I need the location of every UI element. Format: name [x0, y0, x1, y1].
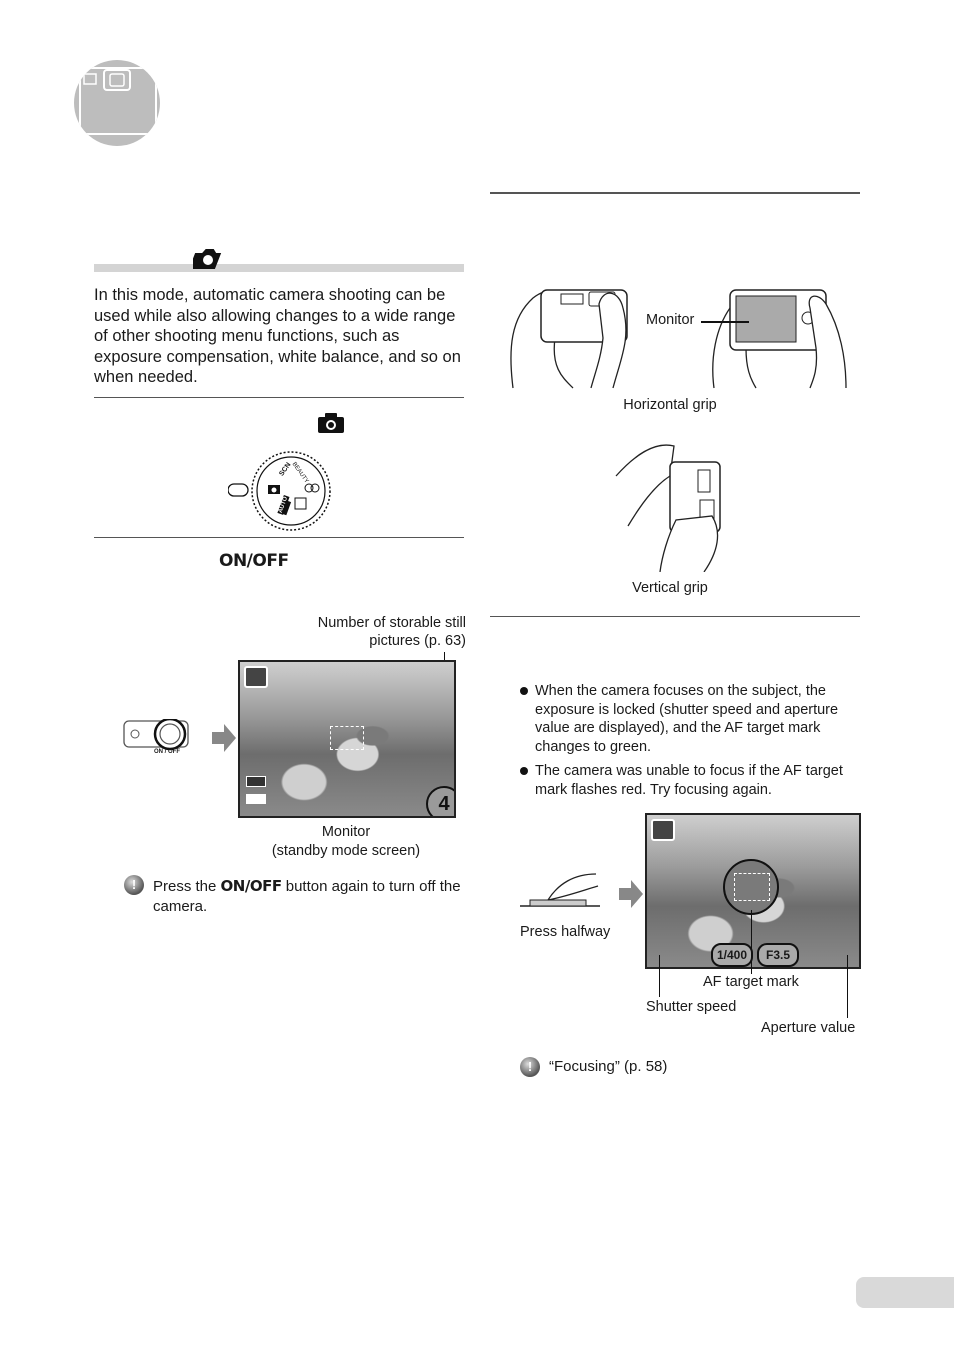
shutter-speed-display — [711, 943, 753, 967]
frame-count-circle — [426, 786, 456, 818]
aperture-value-label: Aperture value — [761, 1020, 856, 1036]
list-item: The camera was unable to focus if the AF target mark flashes red. Try focusing again. — [520, 762, 850, 799]
vertical-grip-illustration — [614, 436, 734, 577]
divider — [490, 616, 860, 617]
vertical-grip-caption: Vertical grip — [632, 580, 708, 596]
horizontal-grip-illustration-left — [503, 278, 643, 395]
aperture-line — [847, 955, 848, 1018]
monitor-pointer-line — [701, 321, 749, 323]
af-target-line — [751, 910, 752, 974]
divider — [490, 192, 860, 194]
aperture-value-text: F3.5 — [765, 948, 790, 962]
frame-count: 4 — [438, 793, 450, 815]
horizontal-grip-caption: Horizontal grip — [623, 397, 717, 413]
monitor-pointer-label: Monitor — [646, 312, 695, 328]
aperture-display — [757, 943, 799, 967]
shutter-button-illustration[interactable] — [518, 870, 602, 917]
mode-header-bar — [94, 264, 464, 272]
dial-label-auto: AUTO — [277, 496, 290, 514]
dial-label-beauty: BEAUTY — [290, 461, 310, 485]
mode-dial[interactable] — [228, 450, 334, 537]
focusing-note[interactable]: “Focusing” (p. 58) — [549, 1058, 668, 1075]
intro-paragraph: In this mode, automatic camera shooting can be used while also allowing changes to a wide range of other shooting menu functions, such as exposure compensation, white balance, and so on when needed. — [94, 286, 461, 387]
callout-storable-pictures: Number of storable still pictures (p. 63) — [317, 615, 466, 649]
af-frame-icon — [734, 873, 770, 901]
list-item: When the camera focuses on the subject, the exposure is locked (shutter speed and aperture value are displayed), and the AF target mark changes to green. — [520, 682, 850, 756]
af-target-label: AF target mark — [703, 974, 799, 990]
power-button-illustration[interactable] — [122, 719, 192, 764]
camera-mode-icon — [193, 247, 225, 276]
mode-indicator — [244, 666, 268, 688]
power-note — [153, 876, 463, 917]
chapter-camera-icon — [74, 60, 160, 146]
monitor-caption — [246, 823, 446, 861]
shutter-speed-label: Shutter speed — [646, 999, 737, 1015]
monitor-caption-line1: Monitor — [321, 824, 371, 840]
divider — [94, 537, 464, 538]
note-icon: ! — [124, 875, 144, 895]
shutter-line — [659, 955, 660, 997]
note-prefix: Press the — [153, 878, 221, 895]
onoff-small-label: ON / OFF — [154, 749, 180, 755]
dial-label-scn: SCN — [278, 461, 293, 478]
shutter-value: 1/400 — [716, 948, 748, 962]
page-tab — [856, 1277, 954, 1308]
power-button-label: ON/OFF — [219, 551, 289, 571]
focused-monitor-screen — [645, 813, 861, 969]
horizontal-grip-illustration-right — [706, 278, 850, 395]
battery-icon — [246, 776, 266, 787]
standby-monitor-screen — [238, 660, 456, 818]
note-icon: ! — [520, 1057, 540, 1077]
focus-bullet-list — [520, 682, 850, 800]
camera-icon — [317, 412, 345, 439]
arrow-icon — [212, 724, 236, 757]
af-frame-icon — [330, 726, 364, 750]
note-suffix: button again to turn off the camera. — [153, 878, 461, 915]
press-halfway-label: Press halfway — [520, 924, 611, 940]
image-size-icon — [246, 794, 266, 804]
mode-indicator — [651, 819, 675, 841]
arrow-icon — [619, 880, 643, 913]
monitor-caption-line2: (standby mode screen) — [271, 843, 421, 859]
divider — [94, 397, 464, 398]
note-button: ON/OFF — [220, 877, 282, 895]
af-target-circle — [723, 859, 779, 915]
